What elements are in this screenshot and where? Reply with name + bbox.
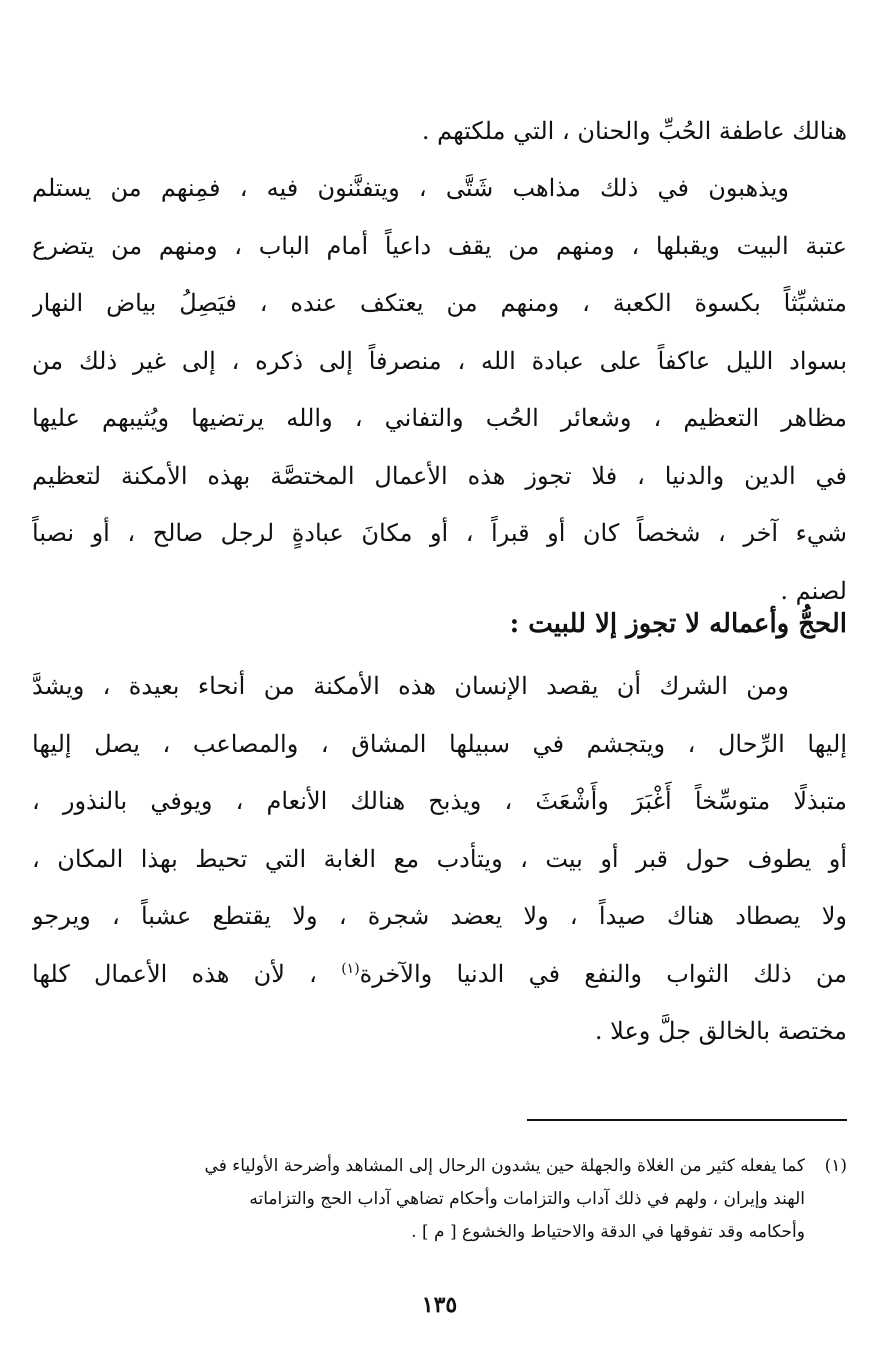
footnote-text: كما يفعله كثير من الغلاة والجهلة حين يشدون الرحال إلى المشاهد وأضرحة الأولياء في (204, 1156, 805, 1176)
text-line-with-footnote (32, 946, 847, 1004)
footnote-number: (١) (824, 1156, 847, 1176)
footnotes (32, 1150, 847, 1249)
text-line: عتبة البيت ويقبلها ، ومنهم من يقف داعياً أمام الباب ، ومنهم من يتضرع (32, 231, 847, 260)
text-line: ومن الشرك أن يقصد الإنسان هذه الأمكنة من أنحاء بعيدة ، ويشدَّ (32, 672, 789, 700)
footnote-divider (527, 1119, 847, 1121)
footnote-line (32, 1150, 847, 1183)
text-line: ويذهبون في ذلك مذاهب شَتَّى ، ويتفنَّنون فيه ، فمِنهم من يستلم (32, 174, 789, 202)
text-line: ولا يصطاد هناك صيداً ، ولا يعضد شجرة ، ولا يقتطع عشباً ، ويرجو (32, 902, 847, 930)
text-line: متبذلًا متوسِّخاً أَغْبَرَ وأَشْعَثَ ، ويذبح هنالك الأنعام ، ويوفي بالنذور ، (32, 787, 847, 815)
footnote-line: وأحكامه وقد تفوقها في الدقة والاحتياط والخشوع [ م ] . (411, 1222, 805, 1242)
paragraph-continuation (32, 103, 847, 161)
text-line: مختصة بالخالق جلَّ وعلا . (594, 1017, 847, 1045)
text-line: أو يطوف حول قبر أو بيت ، ويتأدب مع الغابة التي تحيط بهذا المكان ، (32, 844, 847, 873)
text-line: لصنم . (780, 576, 847, 605)
text-line: متشبِّثاً بكسوة الكعبة ، ومنهم من يعتكف عنده ، فيَصِلُ بياض النهار (32, 289, 847, 317)
text-line: مظاهر التعظيم ، وشعائر الحُب والتفاني ، والله يرتضيها ويُثيبهم عليها (32, 404, 847, 432)
paragraph-pilgrimage (32, 658, 847, 1061)
text-line: شيء آخر ، شخصاً كان أو قبراً ، أو مكانَ عبادةٍ لرجل صالح ، أو نصباً (32, 519, 847, 547)
text-line: إليها الرِّحال ، ويتجشم في سبيلها المشاق ، والمصاعب ، يصل إليها (32, 729, 847, 758)
text-line: في الدين والدنيا ، فلا تجوز هذه الأعمال المختصَّة بهذه الأمكنة لتعظيم (32, 461, 847, 490)
line-text-before-marker: من ذلك الثواب والنفع في الدنيا والآخرة (359, 959, 847, 988)
text-line: هنالك عاطفة الحُبِّ والحنان ، التي ملكتهم . (421, 117, 847, 145)
footnote-line: الهند وإيران ، ولهم في ذلك آداب والتزامات وأحكام تضاهي آداب الحج والتزاماته (249, 1189, 805, 1209)
paragraph-visiting-places (32, 160, 847, 620)
page-number: ١٣٥ (421, 1292, 458, 1318)
section-heading: الحجُّ وأعماله لا تجوز إلا للبيت : (509, 609, 847, 639)
line-text-after-marker: ، لأن هذه الأعمال كلها (32, 959, 342, 988)
footnote-marker[interactable]: (١) (341, 960, 360, 977)
text-line: بسواد الليل عاكفاً على عبادة الله ، منصرفاً إلى ذكره ، إلى غير ذلك من (32, 346, 847, 375)
